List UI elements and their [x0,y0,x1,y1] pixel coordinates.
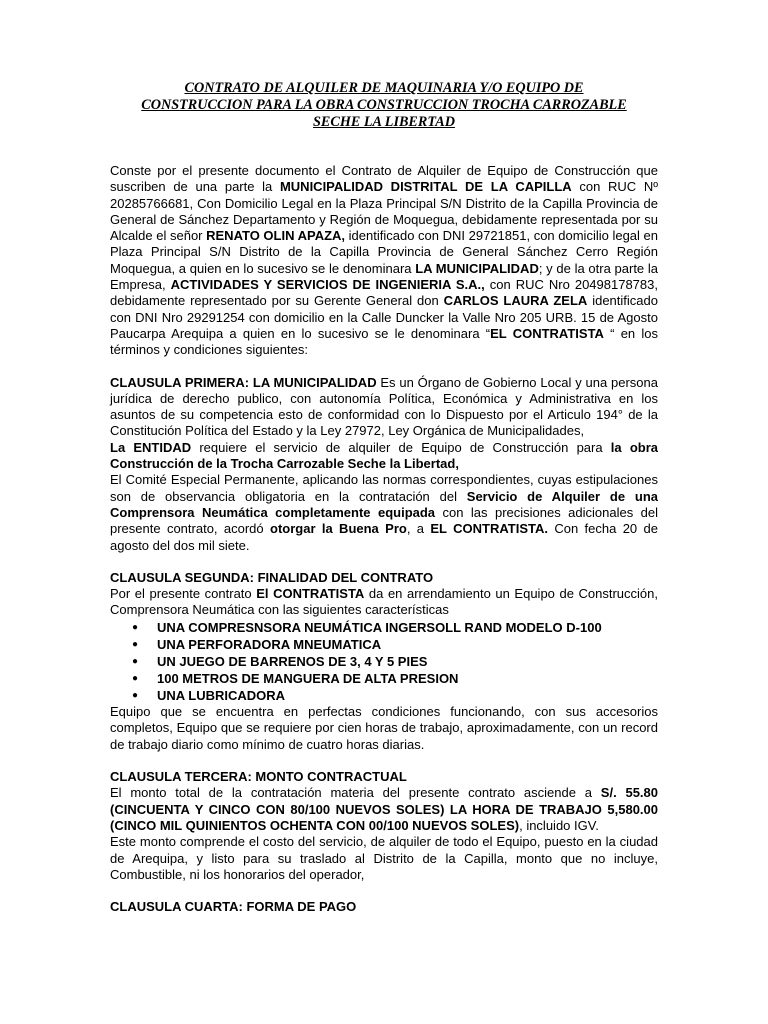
contract-body [110,163,658,915]
intro-text: Conste por el presente documento el Contrato de Alquiler de Equipo de Construcción que suscriben de una parte la [110,163,658,195]
entity-label: La ENTIDAD [110,439,192,455]
list-item: ● UNA LUBRICADORA [110,687,658,704]
clause-text: da en arrendamiento un Equipo de Construcción, Comprensora Neumática con las siguientes características [110,586,658,618]
clause-1-paragraph [110,375,658,440]
clause-1-entity [110,440,658,473]
intro-text: identificado con DNI 29721851, con domicilio legal en Plaza Principal S/N Distrito de la Capilla Provincia de General Sánchez Cerro Región Moquegua, a quien en lo sucesivo se le denominara [110,228,658,276]
intro-text: ; y de la otra parte la Empresa, [110,260,658,293]
clause-text: Por el presente contrato [110,586,257,602]
clause-1-heading: CLAUSULA PRIMERA: LA MUNICIPALIDAD [110,374,377,390]
manager-name: CARLOS LAURA ZELA [443,293,588,309]
title-line-2: CONSTRUCCION PARA LA OBRA CONSTRUCCION TROCHA CARROZABLE [141,97,627,113]
intro-text: identificado con DNI Nro 29291254 con domicilio en la Calle Duncker la Valle Nro 205 URB. 15 de Agosto Paucarpa Arequipa a quien en lo sucesivo se le denominara “ [110,293,658,341]
list-item: ● UNA PERFORADORA MNEUMATICA [110,636,658,653]
mayor-name: RENATO OLIN APAZA, [206,228,346,244]
clause-text: requiere el servicio de alquiler de Equipo de Construcción para [191,439,611,455]
clause-1-committee [110,472,658,553]
clause-3-amount [110,785,658,834]
clause-text: El monto total de la contratación materia del presente contrato asciende a [110,785,601,801]
list-item: ● UN JUEGO DE BARRENOS DE 3, 4 Y 5 PIES [110,653,658,670]
service-name: Servicio de Alquiler de una Comprensora Neumática completamente equipada [110,488,658,520]
contractor-designation: El CONTRATISTA [256,586,365,602]
clause-text: Es un Órgano de Gobierno Local y una persona jurídica de derecho publico, con autonomía Política, Económica y Administrativa en los asuntos de su competencia esto de conformidad con lo Dispuesto por el Articulo 194° de la Constitución Política del Estado y la Ley 27972, Ley Orgánica de Municipalidades, [110,374,658,439]
title-line-3: SECHE LA LIBERTAD [313,114,455,130]
list-item: ● 100 METROS DE MANGUERA DE ALTA PRESION [110,670,658,687]
intro-text: con RUC Nº 20285766681, Con Domicilio Legal en la Plaza Principal S/N Distrito de la Capilla Provincia de General de Sánchez Departamento y Región de Moquegua, debidamente representada por su Alcalde el señor [110,179,658,244]
clause-text: , a [406,521,431,537]
clause-2-conditions: Equipo que se encuentra en perfectas condiciones funcionando, con sus accesorios completos, Equipo que se requiere por cien horas de trabajo, aproximadamente, con un record de trabajo diario como mínimo de cuatro horas diarias. [110,704,658,752]
intro-text: con RUC Nro 20498178783, debidamente representado por su Gerente General don [110,277,658,309]
clause-2-heading: CLAUSULA SEGUNDA: FINALIDAD DEL CONTRATO [110,569,434,585]
clause-4-heading: CLAUSULA CUARTA: FORMA DE PAGO [110,899,357,915]
equipment-list [110,619,658,704]
clause-text: con las precisiones adicionales del presente contrato, acordó [110,504,659,537]
company-name: ACTIVIDADES Y SERVICIOS DE INGENIERIA S.A., [170,277,485,293]
title-line-1: CONTRATO DE ALQUILER DE MAQUINARIA Y/O EQUIPO DE [184,80,584,96]
award-text: otorgar la Buena Pro [270,521,407,537]
clause-text: El Comité Especial Permanente, aplicando las normas correspondientes, cuyas estipulaciones son de observancia obligatoria en la contratación del [110,472,658,504]
clause-text: , incluido IGV. [519,817,599,833]
party-designation: LA MUNICIPALIDAD [415,260,539,276]
project-name: la obra Construcción de la Trocha Carrozable Seche la Libertad, [110,439,659,472]
intro-text: “ en los términos y condiciones siguientes: [110,325,658,358]
intro-paragraph [110,163,658,359]
contract-title [110,80,658,131]
contractor-designation: EL CONTRATISTA. [430,521,548,537]
contract-amount: S/. 55.80 (CINCUENTA Y CINCO CON 80/100 NUEVOS SOLES) LA HORA DE TRABAJO 5,580.00 (CINCO MIL QUINIENTOS OCHENTA CON 00/100 NUEVOS SOLES) [110,785,659,833]
clause-2-paragraph [110,586,658,619]
clause-3-heading: CLAUSULA TERCERA: MONTO CONTRACTUAL [110,769,407,785]
list-item: ● UNA COMPRESNSORA NEUMÁTICA INGERSOLL RAND MODELO D-100 [110,619,658,636]
clause-text: Con fecha 20 de agosto del dos mil siete. [110,521,658,553]
clause-3-scope: Este monto comprende el costo del servicio, de alquiler de todo el Equipo, puesto en la ciudad de Arequipa, y listo para su traslado al Distrito de la Capilla, monto que no incluye, Combustible, ni los honorarios del operador, [110,834,658,882]
contractor-designation: EL CONTRATISTA [490,325,604,341]
municipality-name: MUNICIPALIDAD DISTRITAL DE LA CAPILLA [279,179,572,195]
